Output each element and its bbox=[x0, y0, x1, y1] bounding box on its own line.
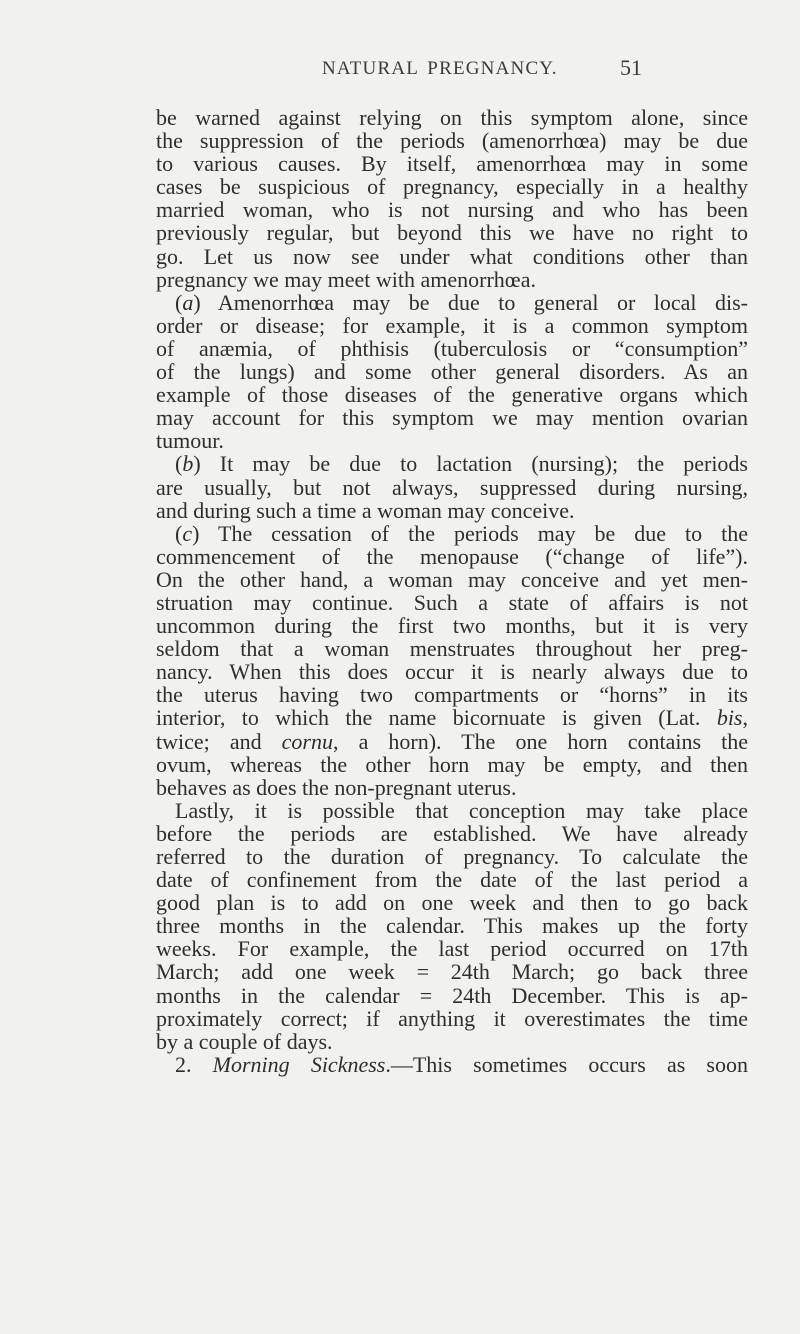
text-line: weeks. For example, the last period occurred on 17th bbox=[156, 936, 748, 962]
text-line: On the other hand, a woman may conceive and yet men- bbox=[156, 566, 748, 592]
running-head bbox=[0, 55, 800, 90]
text-line: cases be suspicious of pregnancy, especially in a healthy bbox=[156, 174, 748, 200]
text-line: be warned against relying on this symptom alone, since bbox=[156, 105, 748, 130]
text-line: of the lungs) and some other general disorders. As an bbox=[156, 359, 748, 385]
text-line: struation may continue. Such a state of affairs is not bbox=[156, 589, 748, 615]
text-line: may account for this symptom we may mention ovarian bbox=[156, 405, 748, 431]
body-text bbox=[156, 106, 748, 1076]
text-line: three months in the calendar. This makes up the forty bbox=[156, 913, 748, 939]
text-line: interior, to which the name bicornuate is given (Lat. bis, bbox=[156, 705, 748, 731]
text-line: married woman, who is not nursing and who has been bbox=[156, 197, 748, 223]
text-line: previously regular, but beyond this we have no right to bbox=[156, 220, 748, 246]
text-line: months in the calendar = 24th December. This is ap- bbox=[156, 982, 748, 1008]
text-line: go. Let us now see under what conditions other than bbox=[156, 243, 748, 269]
text-line: of anæmia, of phthisis (tuberculosis or “consumption” bbox=[156, 335, 748, 361]
text-line: by a couple of days. bbox=[156, 1028, 333, 1054]
text-line: order or disease; for example, it is a common symptom bbox=[156, 312, 748, 338]
text-line: good plan is to add on one week and then to go back bbox=[156, 890, 748, 916]
text-line: seldom that a woman menstruates throughout her preg- bbox=[156, 636, 748, 662]
text-line: proximately correct; if anything it overestimates the time bbox=[156, 1005, 748, 1031]
text-line: pregnancy we may meet with amenorrhœa. bbox=[156, 266, 536, 292]
text-line: the uterus having two compartments or “horns” in its bbox=[156, 682, 748, 708]
text-line: uncommon during the first two months, but it is very bbox=[156, 613, 748, 639]
text-line: Lastly, it is possible that conception may take place bbox=[175, 797, 748, 823]
text-line: before the periods are established. We have already bbox=[156, 820, 748, 846]
text-line: the suppression of the periods (amenorrhœa) may be due bbox=[156, 128, 748, 154]
text-line: are usually, but not always, suppressed during nursing, bbox=[156, 474, 748, 500]
text-line: and during such a time a woman may conceive. bbox=[156, 497, 575, 523]
page-number: 51 bbox=[620, 55, 642, 80]
text-line: March; add one week = 24th March; go back three bbox=[156, 959, 748, 985]
text-line: (b) It may be due to lactation (nursing); the periods bbox=[175, 451, 748, 477]
text-line: behaves as does the non-pregnant uterus. bbox=[156, 774, 517, 800]
text-line: commencement of the menopause (“change of life”). bbox=[156, 543, 748, 569]
text-line: twice; and cornu, a horn). The one horn contains the bbox=[156, 728, 748, 754]
text-line: referred to the duration of pregnancy. To calculate the bbox=[156, 844, 748, 869]
text-line: ovum, whereas the other horn may be empty, and then bbox=[156, 751, 748, 777]
text-line: example of those diseases of the generative organs which bbox=[156, 382, 748, 408]
text-line: 2. Morning Sickness.—This sometimes occurs as soon bbox=[175, 1051, 748, 1077]
text-line: to various causes. By itself, amenorrhœa may in some bbox=[156, 151, 748, 177]
text-line: nancy. When this does occur it is nearly always due to bbox=[156, 659, 748, 685]
text-line: date of confinement from the date of the last period a bbox=[156, 867, 748, 893]
text-line: tumour. bbox=[156, 428, 224, 454]
text-line: (a) Amenorrhœa may be due to general or local dis- bbox=[175, 289, 748, 315]
chapter-title: NATURAL PREGNANCY. bbox=[322, 58, 558, 79]
text-line: (c) The cessation of the periods may be due to the bbox=[175, 520, 748, 546]
